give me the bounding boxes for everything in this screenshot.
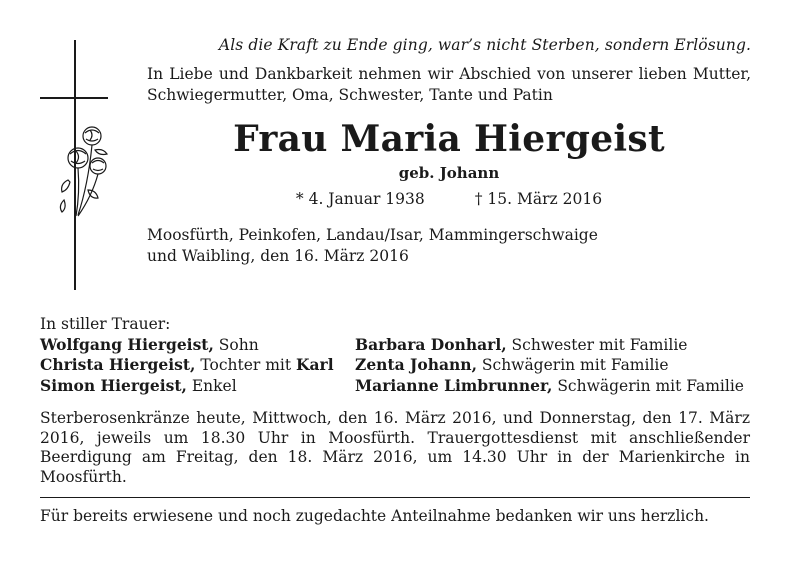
death-date: † 15. März 2016 [474,190,603,208]
cross-with-roses [40,40,120,290]
mourner-entry: Marianne Limbrunner, Schwägerin mit Familie [355,375,744,395]
maiden-name: geb. Johann [398,164,500,182]
motto: Als die Kraft zu Ende ging, war’s nicht Sterben, sondern Erlösung. [218,36,751,54]
place-line-2: und Waibling, den 16. März 2016 [147,247,409,265]
mourners-block [40,315,752,396]
roses-icon [60,127,107,216]
deceased-name: Frau Maria Hiergeist [233,118,665,160]
place-and-date [147,225,751,267]
intro-text: In Liebe und Dankbarkeit nehmen wir Abschied von unserer lieben Mutter, Schwiegermutter, Oma, Schwester, Tante und Patin [147,65,751,104]
thanks-text: Für bereits erwiesene und noch zugedachte Anteilnahme bedanken wir uns herzlich. [40,507,709,525]
mourner-entry: Barbara Donharl, Schwester mit Familie [355,334,688,354]
divider-line [40,497,750,498]
header-block [147,36,751,267]
mourner-entry: Zenta Johann, Schwägerin mit Familie [355,355,669,374]
cross-icon [40,40,120,290]
place-line-1: Moosfürth, Peinkofen, Landau/Isar, Mammingerschwaige [147,226,598,244]
service-details: Sterberosenkränze heute, Mittwoch, den 16. März 2016, und Donnerstag, den 17. März 2016, jeweils um 18.30 Uhr in Moosfürth. Trauergottesdienst mit anschließender Beerdigung am Freitag, den 18. März 2016, um 14.30 Uhr in der Marienkirche in Moosfürth. [40,409,750,486]
mourner-entry: Simon Hiergeist, Enkel [40,375,237,395]
life-dates [147,190,751,208]
mourners-list [40,335,752,397]
mourner-entry: Wolfgang Hiergeist, Sohn [40,334,259,354]
mourners-heading: In stiller Trauer: [40,315,171,333]
birth-date: * 4. Januar 1938 [295,190,425,208]
mourner-entry: Christa Hiergeist, Tochter mit Karl [40,355,334,374]
